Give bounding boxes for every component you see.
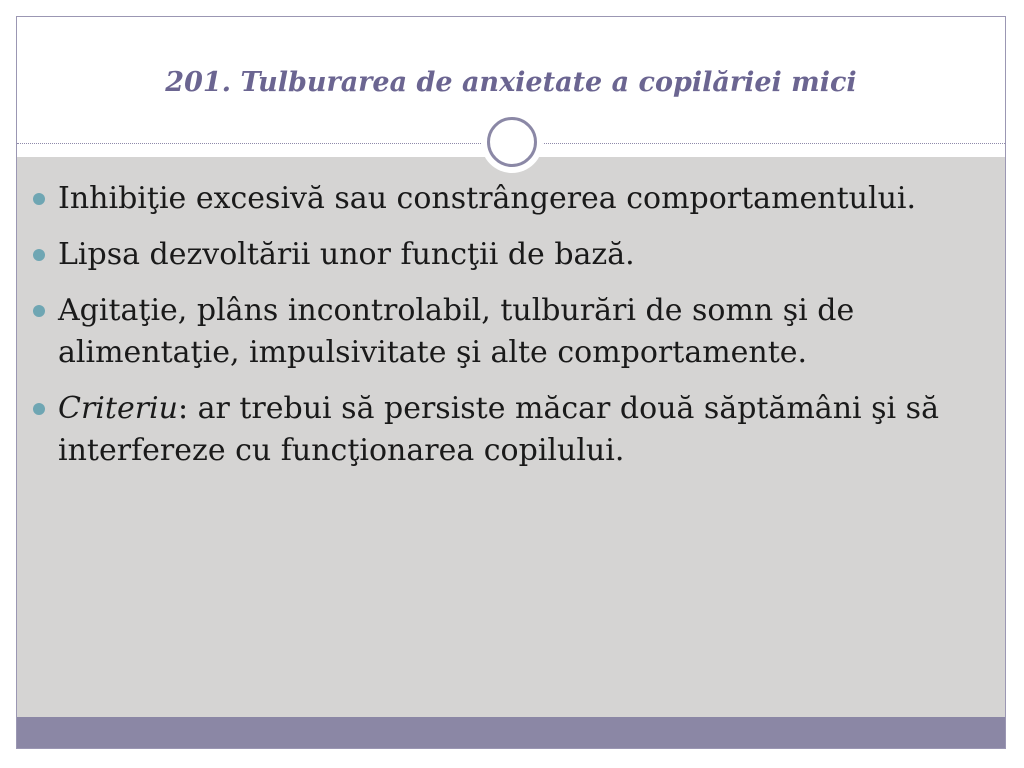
bullet-body: Lipsa dezvoltării unor funcţii de bază.	[58, 237, 635, 272]
bullet-lead: Criteriu	[58, 391, 178, 426]
bullet-dot-icon	[33, 193, 45, 205]
bullet-dot-icon	[33, 403, 45, 415]
bullet-text	[58, 293, 854, 370]
bullet-body: Inhibiţie excesivă sau constrângerea comportamentului.	[58, 181, 917, 216]
circle-ring-icon	[487, 117, 537, 167]
bullet-body: : ar trebui să persiste măcar două săptămâni şi să interfereze cu funcţionarea copilului.	[58, 391, 939, 468]
bullet-dot-icon	[33, 249, 45, 261]
bullet-item	[30, 388, 960, 472]
bottom-band	[17, 717, 1005, 749]
bullet-item	[30, 234, 960, 276]
slide-title: 201. Tulburarea de anxietate a copilăriei mici	[165, 67, 857, 98]
bullet-body: Agitaţie, plâns incontrolabil, tulburări de somn şi de alimentaţie, impulsivitate şi alte comportamente.	[58, 293, 855, 370]
bullet-dot-icon	[33, 305, 45, 317]
bullet-text	[58, 181, 916, 216]
bullet-item	[30, 290, 960, 374]
divider-ornament	[481, 111, 543, 173]
bullet-list	[30, 178, 960, 486]
bullet-text	[58, 237, 635, 272]
bullet-text	[58, 391, 939, 468]
bullet-item	[30, 178, 960, 220]
